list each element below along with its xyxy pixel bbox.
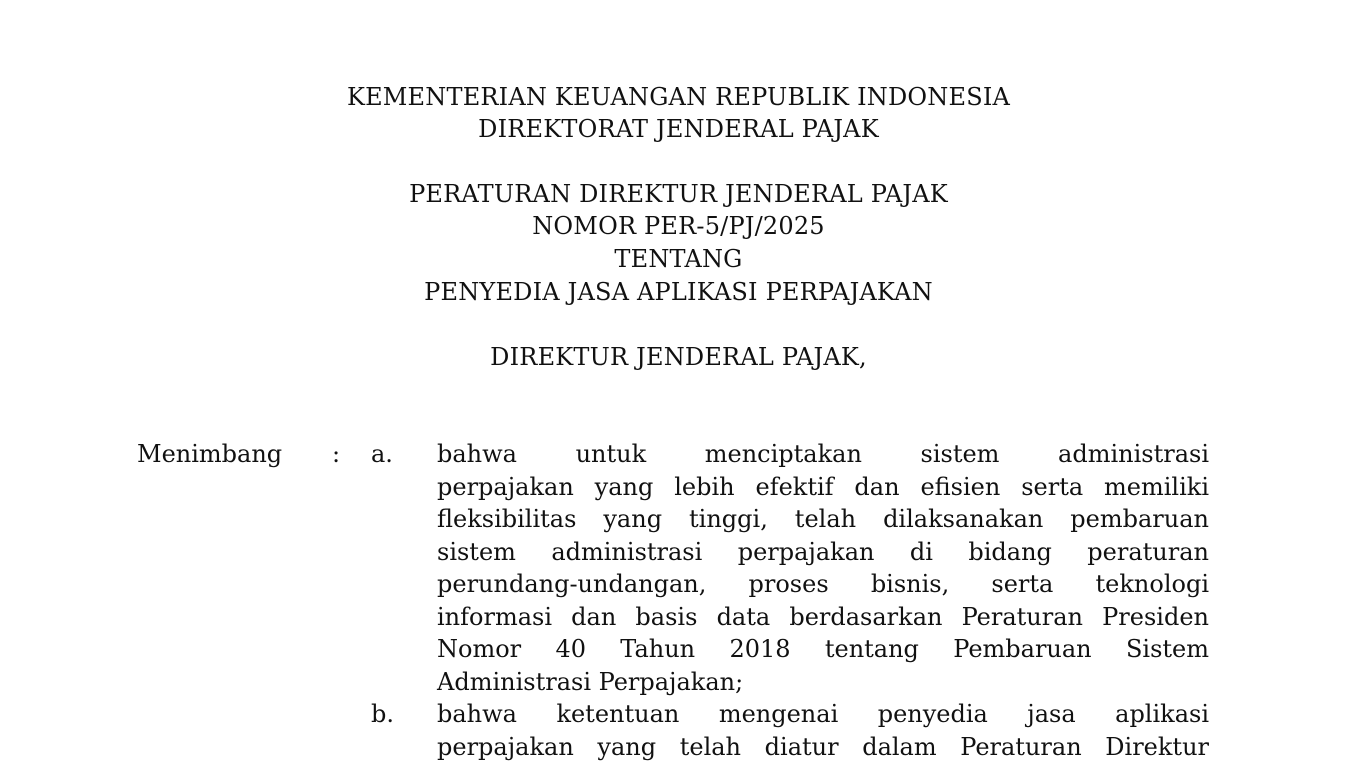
regulation-number: NOMOR PER-5/PJ/2025 bbox=[532, 212, 825, 240]
item-b-letter: b. bbox=[371, 700, 394, 728]
regulation-subject: PENYEDIA JASA APLIKASI PERPAJAKAN bbox=[424, 278, 933, 306]
considering-label: Menimbang bbox=[137, 440, 283, 468]
considering-separator: : bbox=[332, 440, 341, 468]
item-a-line: Administrasi Perpajakan; bbox=[437, 667, 744, 696]
item-a-line: perpajakan yang lebih efektif dan efisien serta memiliki bbox=[437, 472, 1209, 501]
item-a-line: fleksibilitas yang tinggi, telah dilaksanakan pembaruan bbox=[437, 505, 1209, 533]
item-a-line: sistem administrasi perpajakan di bidang peraturan bbox=[437, 537, 1209, 566]
item-b-line: perpajakan yang telah diatur dalam Peraturan Direktur bbox=[437, 732, 1209, 761]
item-a-line: informasi dan basis data berdasarkan Peraturan Presiden bbox=[437, 602, 1209, 631]
item-a-text bbox=[437, 438, 1209, 698]
directorate-heading: DIREKTORAT JENDERAL PAJAK bbox=[478, 115, 879, 143]
item-b-text bbox=[437, 698, 1209, 761]
item-a-letter: a. bbox=[371, 440, 393, 468]
item-b-line: bahwa ketentuan mengenai penyedia jasa aplikasi bbox=[437, 700, 1209, 728]
issuer-title: DIREKTUR JENDERAL PAJAK, bbox=[490, 343, 867, 371]
item-a-line: bahwa untuk menciptakan sistem administrasi bbox=[437, 440, 1209, 468]
ministry-heading: KEMENTERIAN KEUANGAN REPUBLIK INDONESIA bbox=[346, 83, 1011, 111]
item-a-line: perundang-undangan, proses bisnis, serta teknologi bbox=[437, 570, 1209, 598]
regulation-about-label: TENTANG bbox=[614, 245, 743, 273]
item-a-line: Nomor 40 Tahun 2018 tentang Pembaruan Sistem bbox=[437, 635, 1209, 663]
regulation-type: PERATURAN DIREKTUR JENDERAL PAJAK bbox=[409, 180, 948, 208]
